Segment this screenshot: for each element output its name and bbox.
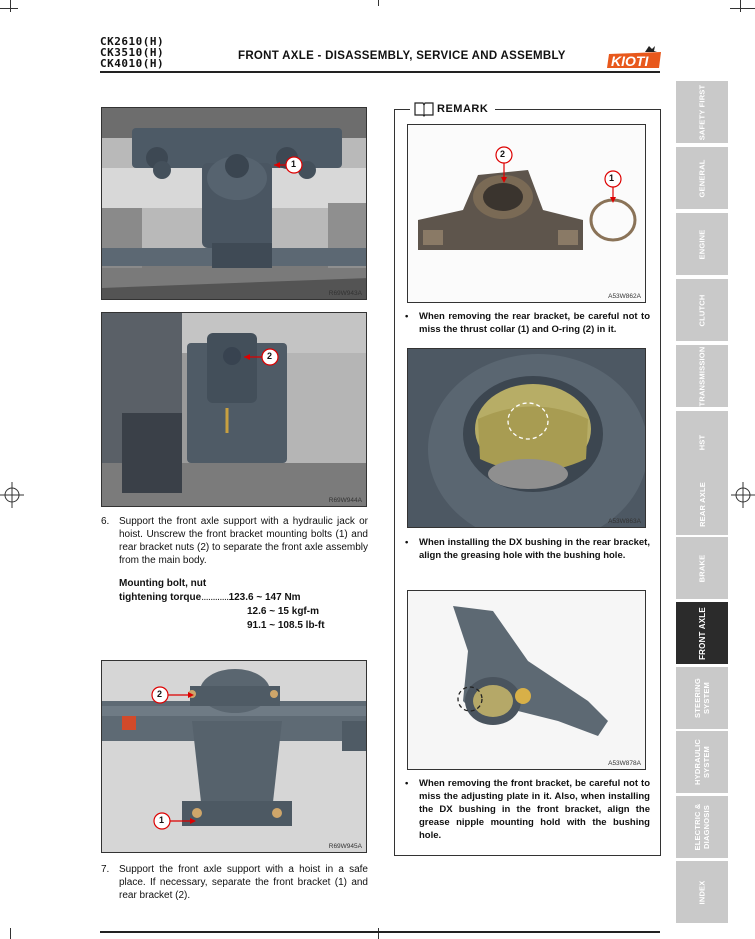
book-icon: [414, 101, 434, 117]
kioti-logo: [605, 46, 663, 68]
photo-dx-bushing-front: [407, 590, 646, 770]
tab-index[interactable]: INDEX: [676, 861, 728, 923]
tab-safety-first[interactable]: SAFETY FIRST: [676, 81, 728, 143]
registration-mark: [731, 480, 755, 510]
step-text: Support the front axle support with a hoist in a safe place. If necessary, separate the front bracket (1) and rear bracket (2).: [119, 864, 368, 901]
crop-mark: [10, 0, 11, 12]
photo-rear-bracket-parts: [407, 124, 646, 303]
callout-1: 1: [159, 815, 165, 825]
callout-2: 2: [157, 689, 163, 699]
note-text: When removing the front bracket, be careful not to miss the adjusting plate in it. Also, when installing the DX bushing in the front bracket, align the grease nipple mounting hold with the bushing hole.: [419, 778, 650, 841]
tab-hst[interactable]: HST: [676, 411, 728, 473]
tab-hydraulic-system[interactable]: HYDRAULIC SYSTEM: [676, 731, 728, 793]
crop-mark: [0, 8, 18, 9]
callout-2: 2: [500, 149, 506, 159]
remark-title: REMARK: [434, 103, 491, 115]
step-6: [101, 515, 368, 567]
bullet: •: [405, 778, 409, 789]
crop-mark: [740, 0, 741, 12]
torque-dots: ............: [201, 592, 229, 603]
torque-value: 123.6 ~ 147 Nm: [228, 592, 301, 603]
photo-code: A53W863A: [608, 518, 641, 525]
svg-text:KIOTI: KIOTI: [611, 53, 649, 68]
remark-note: [405, 777, 650, 842]
callout-1: 1: [609, 173, 615, 183]
step-number: 6.: [101, 516, 110, 527]
step-7: [101, 863, 368, 902]
bullet: •: [405, 537, 409, 548]
crop-mark: [378, 928, 379, 939]
model-list: [100, 36, 164, 69]
photo-code: R69W943A: [328, 290, 362, 297]
photo-rear-bracket-nuts: [101, 312, 367, 507]
note-text: When installing the DX bushing in the rear bracket, align the greasing hole with the bushing hole.: [419, 537, 650, 561]
model-name: CK3510(H): [100, 46, 165, 59]
torque-title: Mounting bolt, nut: [119, 578, 207, 589]
torque-value: 91.1 ~ 108.5 lb-ft: [247, 620, 325, 631]
callout-1: 1: [291, 159, 297, 169]
tab-engine[interactable]: ENGINE: [676, 213, 728, 275]
step-number: 7.: [101, 864, 110, 875]
tab-rear-axle[interactable]: REAR AXLE: [676, 473, 728, 535]
remark-note: [405, 310, 650, 336]
crop-mark: [730, 8, 755, 9]
bullet: •: [405, 311, 409, 322]
torque-label: tightening torque: [119, 592, 202, 603]
tab-transmission[interactable]: TRANSMISSION: [676, 345, 728, 407]
photo-code: A53W862A: [608, 293, 641, 300]
footer-rule: [100, 931, 660, 933]
tab-steering-system[interactable]: STEERING SYSTEM: [676, 667, 728, 729]
note-text: When removing the rear bracket, be careful not to miss the thrust collar (1) and O-ring (2) in it.: [419, 311, 650, 335]
model-name: CK4010(H): [100, 57, 165, 70]
header-rule: [100, 71, 660, 73]
tab-brake[interactable]: BRAKE: [676, 537, 728, 599]
tab-front-axle[interactable]: FRONT AXLE: [676, 602, 728, 664]
tab-general[interactable]: GENERAL: [676, 147, 728, 209]
tab-electric-diagnosis[interactable]: ELECTRIC & DIAGNOSIS: [676, 796, 728, 858]
step-text: Support the front axle support with a hydraulic jack or hoist. Unscrew the front bracket mounting bolts (1) and rear bracket nuts (2) to separate the front axle assembly from the main body.: [119, 516, 368, 566]
registration-mark: [0, 480, 24, 510]
photo-axle-brackets: [101, 660, 367, 853]
crop-mark: [10, 928, 11, 939]
photo-code: A53W878A: [608, 760, 641, 767]
remark-note: [405, 536, 650, 562]
photo-dx-bushing-rear: [407, 348, 646, 528]
crop-mark: [378, 0, 379, 6]
page-title: FRONT AXLE - DISASSEMBLY, SERVICE AND ASSEMBLY: [238, 50, 566, 62]
torque-value: 12.6 ~ 15 kgf-m: [247, 606, 319, 617]
torque-spec: [119, 577, 369, 633]
remark-header: [410, 101, 495, 117]
callout-2: 2: [267, 351, 273, 361]
photo-code: R69W945A: [328, 843, 362, 850]
model-name: CK2610(H): [100, 35, 165, 48]
tab-clutch[interactable]: CLUTCH: [676, 279, 728, 341]
photo-front-bracket-bolts: [101, 107, 367, 300]
photo-code: R69W944A: [328, 497, 362, 504]
